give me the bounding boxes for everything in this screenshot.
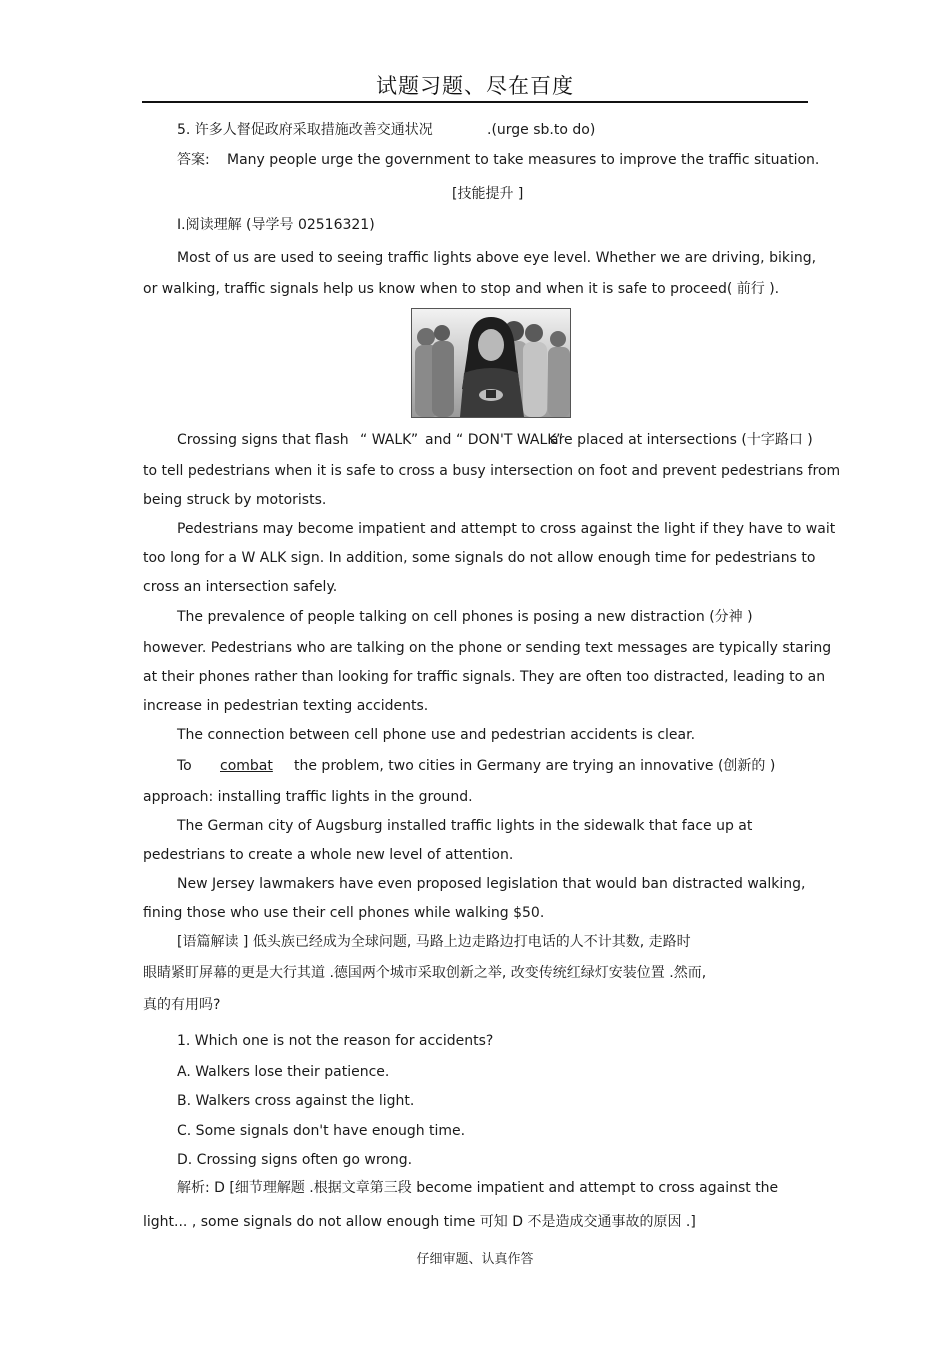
passage-line: Pedestrians may become impatient and attempt to cross against the light if they have to wait (177, 521, 836, 537)
passage-line: fining those who use their cell phones while walking $50. (143, 905, 545, 921)
analysis-line: 眼睛紧盯屏幕的更是大行其道 .德国两个城市采取创新之举, 改变传统红绿灯安装位置 .然而, (143, 965, 707, 981)
passage-line: Crossing signs that flash (177, 432, 349, 448)
question-1-stem: 1. Which one is not the reason for accidents? (177, 1033, 494, 1049)
section-title: [技能提升 ] (452, 186, 524, 202)
passage-line: New Jersey lawmakers have even proposed legislation that would ban distracted walking, (177, 876, 806, 892)
passage-line: Most of us are used to seeing traffic lights above eye level. Whether we are driving, biking, (177, 250, 817, 266)
answer-text: Many people urge the government to take measures to improve the traffic situation. (227, 152, 820, 168)
question-5-hint: .(urge sb.to do) (487, 122, 596, 138)
photo-woman-texting (411, 308, 571, 418)
passage-line: pedestrians to create a whole new level of attention. (143, 847, 514, 863)
analysis-line: [语篇解读 ] 低头族已经成为全球问题, 马路上边走路边打电话的人不计其数, 走路时 (177, 934, 691, 950)
page-footer: 仔细审题、认真作答 (416, 1252, 534, 1267)
option-b: B. Walkers cross against the light. (177, 1093, 415, 1109)
quoted-dont-walk: “ DON'T WALK” (456, 432, 564, 448)
analysis-line: 真的有用吗? (143, 997, 221, 1013)
passage-line: to tell pedestrians when it is safe to cross a busy intersection on foot and prevent pedestrians from (143, 463, 841, 479)
question-5-prompt: 5. 许多人督促政府采取措施改善交通状况 (177, 122, 433, 138)
answer-label: 答案: (177, 152, 210, 168)
passage-line: the problem, two cities in Germany are trying an innovative (创新的 ) (294, 758, 776, 774)
passage-line: The prevalence of people talking on cell phones is posing a new distraction (分神 ) (177, 609, 753, 625)
passage-word: To (177, 758, 192, 774)
page-header-title: 试题习题、尽在百度 (376, 74, 574, 98)
option-a: A. Walkers lose their patience. (177, 1064, 390, 1080)
passage-line: cross an intersection safely. (143, 579, 338, 595)
passage-line: however. Pedestrians who are talking on the phone or sending text messages are typically staring (143, 640, 832, 656)
passage-line: The connection between cell phone use and pedestrian accidents is clear. (177, 727, 696, 743)
passage-line: increase in pedestrian texting accidents. (143, 698, 429, 714)
passage-line: The German city of Augsburg installed traffic lights in the sidewalk that face up at (177, 818, 753, 834)
explanation-line: 解析: D [细节理解题 .根据文章第三段 become impatient and attempt to cross against the (177, 1180, 779, 1196)
option-d: D. Crossing signs often go wrong. (177, 1152, 413, 1168)
passage-line: are placed at intersections (十字路口 ) (550, 432, 813, 448)
passage-line: being struck by motorists. (143, 492, 327, 508)
passage-line: approach: installing traffic lights in the ground. (143, 789, 473, 805)
passage-line: too long for a W ALK sign. In addition, some signals do not allow enough time for pedestrians to (143, 550, 816, 566)
underlined-word-combat: combat (220, 758, 273, 774)
explanation-line: light... , some signals do not allow enough time 可知 D 不是造成交通事故的原因 .] (143, 1214, 696, 1230)
section-part-heading: Ⅰ.阅读理解 (导学号 02516321) (177, 217, 375, 233)
passage-word: and (425, 432, 452, 448)
quoted-walk: “ WALK” (360, 432, 419, 448)
passage-line: or walking, traffic signals help us know when to stop and when it is safe to proceed( 前行 ). (143, 281, 780, 297)
passage-line: at their phones rather than looking for traffic signals. They are often too distracted, leading to an (143, 669, 826, 685)
option-c: C. Some signals don't have enough time. (177, 1123, 466, 1139)
header-divider (142, 101, 808, 103)
